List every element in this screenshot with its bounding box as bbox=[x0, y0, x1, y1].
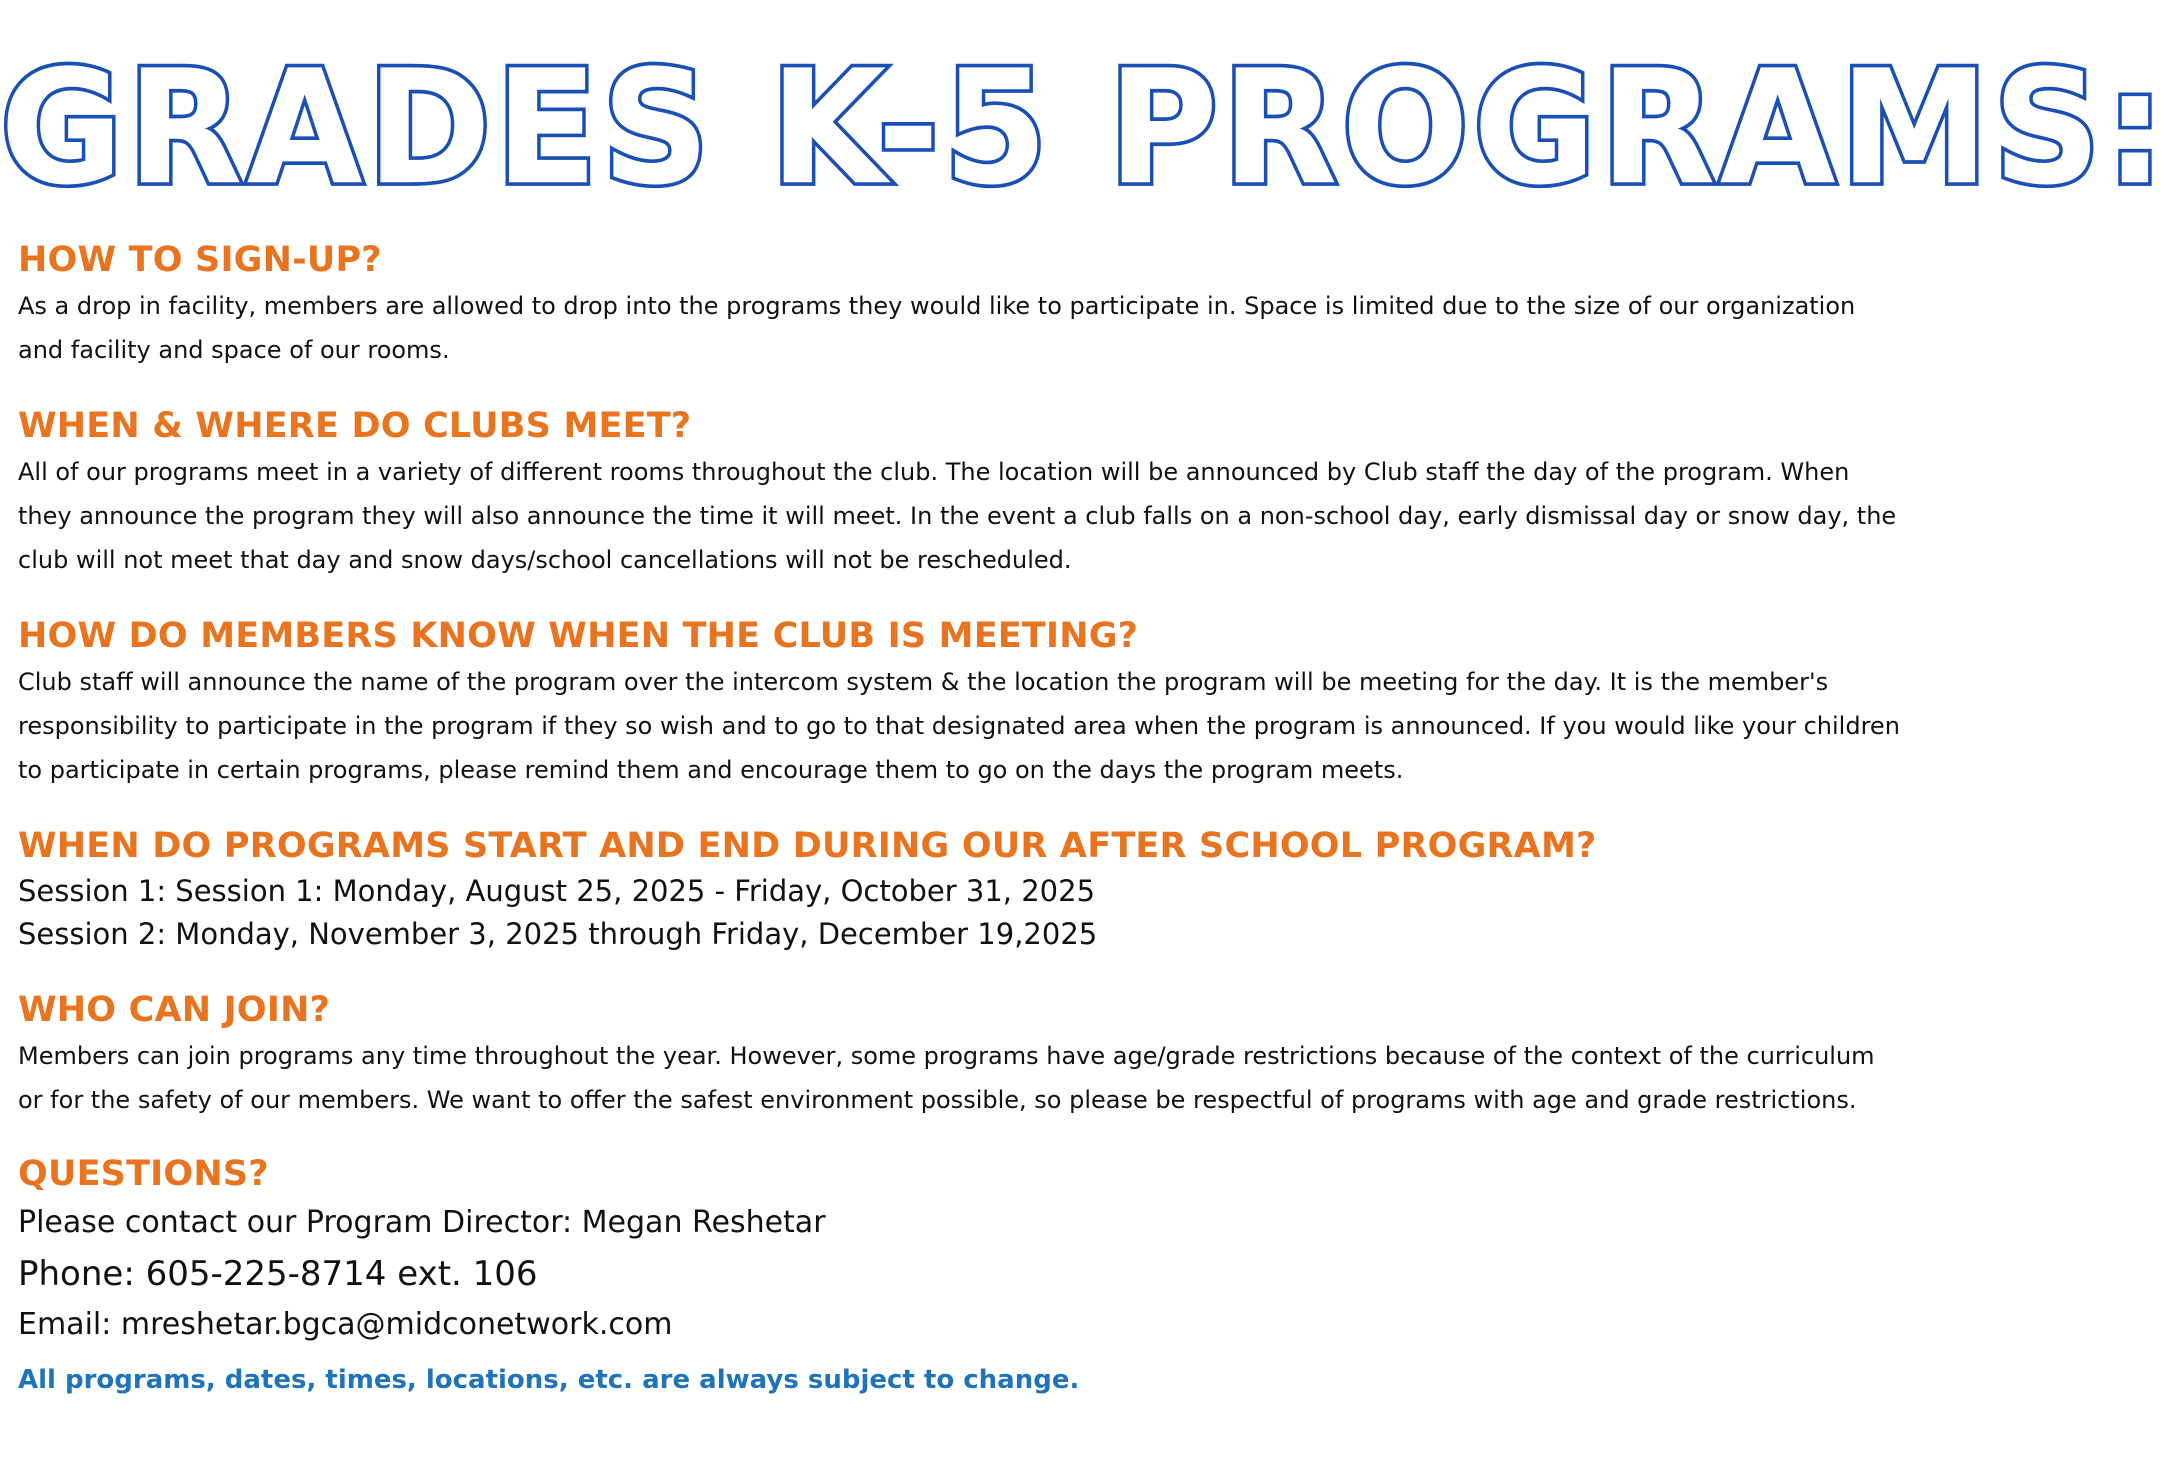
section-body-who-can-join: Members can join programs any time throughout the year. However, some programs have age/grade restrictions because of the context of the curriculum or for the safety of our members. We want to offer the safest environment possible, so please be respectful of programs with age and grade restrictions. bbox=[18, 1042, 1875, 1114]
session-1-dates: Session 1: Session 1: Monday, August 25, 2025 - Friday, October 31, 2025 bbox=[18, 874, 1096, 908]
section-heading-questions: QUESTIONS? bbox=[18, 1154, 269, 1194]
section-how-members-know bbox=[18, 612, 1902, 792]
section-who-can-join bbox=[18, 986, 1902, 1122]
section-heading-program-dates: WHEN DO PROGRAMS START AND END DURING OUR AFTER SCHOOL PROGRAM? bbox=[18, 826, 1597, 866]
section-heading-when-where: WHEN & WHERE DO CLUBS MEET? bbox=[18, 406, 692, 446]
section-how-to-sign-up bbox=[18, 236, 1902, 372]
info-content bbox=[18, 236, 1902, 1428]
disclaimer-note: All programs, dates, times, locations, etc. are always subject to change. bbox=[18, 1365, 1080, 1395]
section-body-sign-up: As a drop in facility, members are allowed to drop into the programs they would like to participate in. Space is limited due to the size of our organization and facility and space of our rooms. bbox=[18, 292, 1856, 364]
contact-director: Please contact our Program Director: Megan Reshetar bbox=[18, 1205, 826, 1240]
section-heading-how-members-know: HOW DO MEMBERS KNOW WHEN THE CLUB IS MEETING? bbox=[18, 616, 1139, 656]
page-title: GRADES K-5 PROGRAMS: bbox=[0, 37, 2169, 221]
section-heading-sign-up: HOW TO SIGN-UP? bbox=[18, 240, 382, 280]
contact-email: Email: mreshetar.bgca@midconetwork.com bbox=[18, 1307, 673, 1342]
section-body-when-where: All of our programs meet in a variety of different rooms throughout the club. The location will be announced by Club staff the day of the program. When they announce the program they will also announce the time it will meet. In the event a club falls on a non-school day, early dismissal day or snow day, the club will not meet that day and snow days/school cancellations will not be rescheduled. bbox=[18, 458, 1897, 574]
section-program-dates bbox=[18, 822, 1902, 956]
contact-phone: Phone: 605-225-8714 ext. 106 bbox=[18, 1254, 538, 1294]
section-when-where bbox=[18, 402, 1902, 582]
session-2-dates: Session 2: Monday, November 3, 2025 through Friday, December 19,2025 bbox=[18, 917, 1098, 951]
section-questions bbox=[18, 1150, 1902, 1350]
section-body-how-members-know: Club staff will announce the name of the program over the intercom system & the location the program will be meeting for the day. It is the member's responsibility to participate in the program if they so wish and to go to that designated area when the program is announced. If you would like your children to participate in certain programs, please remind them and encourage them to go on the days the program meets. bbox=[18, 668, 1900, 784]
section-heading-who-can-join: WHO CAN JOIN? bbox=[18, 990, 331, 1030]
